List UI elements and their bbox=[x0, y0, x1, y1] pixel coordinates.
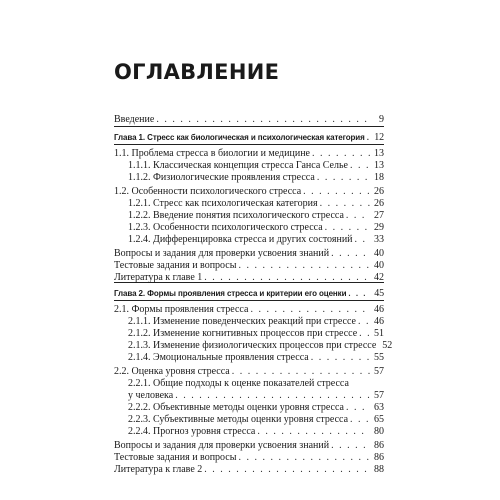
page-title: ОГЛАВЛЕНИЕ bbox=[114, 60, 280, 84]
toc-entry-title: Литература к главе 1 bbox=[114, 272, 203, 283]
toc-entry-page: 65 bbox=[374, 414, 384, 425]
toc-entry-page: 33 bbox=[374, 234, 384, 245]
toc-entry-page: 13 bbox=[374, 148, 384, 159]
toc-entry-page: 57 bbox=[374, 366, 384, 377]
toc-entry-page: 57 bbox=[374, 390, 384, 401]
toc-entry-page: 80 bbox=[374, 426, 384, 437]
toc-entry[interactable] bbox=[114, 113, 384, 126]
toc-entry-title: Глава 2. Формы проявления стресса и критерии его оценки bbox=[114, 289, 347, 298]
toc-entry-title: 2.1.2. Изменение когнитивных процессов при стрессе bbox=[128, 328, 358, 339]
toc-entry-page: 52 bbox=[382, 340, 393, 351]
toc-entry-title: 2.1.4. Эмоциональные проявления стресса bbox=[128, 352, 309, 363]
toc-entry-title: 1.2.3. Особенности психологического стресса bbox=[128, 222, 323, 233]
toc-entry-title: Вопросы и задания для проверки усвоения знаний bbox=[114, 248, 330, 259]
toc-entry[interactable] bbox=[114, 271, 384, 284]
toc-entry-page: 13 bbox=[374, 160, 384, 171]
toc-entry-title: 2.2.1. Общие подходы к оценке показателей стресса bbox=[128, 378, 349, 389]
toc-entry-title: 1.1.2. Физиологические проявления стресса bbox=[128, 172, 315, 183]
toc-entry-page: 27 bbox=[374, 210, 384, 221]
toc-entry-page: 86 bbox=[374, 452, 384, 463]
toc-entry-title: 2.2.4. Прогноз уровня стресса bbox=[128, 426, 256, 437]
toc-entry[interactable] bbox=[114, 463, 384, 476]
dot-leader bbox=[317, 171, 370, 184]
toc-entry-page: 9 bbox=[379, 114, 384, 125]
toc-entry-title: 2.1.1. Изменение поведенческих реакций при стрессе bbox=[128, 316, 356, 327]
toc-entry-title: 2.2.2. Объективные методы оценки уровня стресса bbox=[128, 402, 344, 413]
toc-entry-title: у человека bbox=[128, 390, 174, 401]
toc-entry-page: 46 bbox=[374, 316, 384, 327]
toc-entry-title: 1.2.4. Дифференцировка стресса и других состояний bbox=[128, 234, 353, 245]
toc-entry-page: 45 bbox=[374, 288, 384, 299]
toc-entry-title: Введение bbox=[114, 114, 155, 125]
toc-entry[interactable] bbox=[114, 131, 384, 144]
toc-entry-page: 86 bbox=[374, 440, 384, 451]
toc-entry-title: 1.2.2. Введение понятия психологического стресса bbox=[128, 210, 344, 221]
dot-leader bbox=[257, 425, 370, 438]
toc-entry-page: 26 bbox=[374, 186, 384, 197]
toc-entry-title: 1.2.1. Стресс как психологическая категория bbox=[128, 198, 318, 209]
toc-entry[interactable] bbox=[128, 351, 384, 364]
toc-entry-page: 40 bbox=[374, 260, 384, 271]
toc-entry-page: 18 bbox=[374, 172, 384, 183]
toc-entry-page: 40 bbox=[374, 248, 384, 259]
dot-leader bbox=[355, 233, 370, 246]
toc-entry-page: 63 bbox=[374, 402, 384, 413]
dot-leader bbox=[204, 463, 370, 476]
toc-entry-title: Литература к главе 2 bbox=[114, 464, 203, 475]
toc-entry-page: 26 bbox=[374, 198, 384, 209]
toc-entry-title: 2.1. Формы проявления стресса bbox=[114, 304, 249, 315]
toc-entry-title: 1.1. Проблема стресса в биологии и медицине bbox=[114, 148, 310, 159]
dot-leader bbox=[367, 131, 370, 144]
toc-entry-title: 2.2.3. Субъективные методы оценки уровня стресса bbox=[128, 414, 349, 425]
toc-entry-title: 2.2. Оценка уровня стресса bbox=[114, 366, 230, 377]
toc-entry[interactable] bbox=[128, 171, 384, 184]
dot-leader bbox=[204, 271, 370, 284]
dot-leader bbox=[348, 287, 370, 300]
toc-entry-title: 1.2. Особенности психологического стресса bbox=[114, 186, 302, 197]
dot-leader bbox=[311, 351, 370, 364]
toc-entry-title: Тестовые задания и вопросы bbox=[114, 452, 237, 463]
toc-entry-page: 55 bbox=[374, 352, 384, 363]
toc-entry[interactable] bbox=[128, 425, 384, 438]
toc-entry[interactable] bbox=[114, 287, 384, 300]
toc-entry[interactable] bbox=[128, 233, 384, 246]
toc-entry-title: Вопросы и задания для проверки усвоения знаний bbox=[114, 440, 330, 451]
toc-entry-page: 46 bbox=[374, 304, 384, 315]
toc-entry-page: 12 bbox=[374, 132, 384, 143]
toc-entry-title: 1.1.1. Классическая концепция стресса Ганса Селье bbox=[128, 160, 348, 171]
toc-entry-title: 2.1.3. Изменение физиологических процессов при стрессе bbox=[128, 340, 377, 351]
toc-entry-page: 88 bbox=[374, 464, 384, 475]
toc-entry-title: Глава 1. Стресс как биологическая и психологическая категория bbox=[114, 133, 365, 142]
toc-entry-page: 29 bbox=[374, 222, 384, 233]
toc-entry-title: Тестовые задания и вопросы bbox=[114, 260, 237, 271]
dot-leader bbox=[156, 113, 370, 126]
toc-entry-page: 51 bbox=[374, 328, 384, 339]
toc-entry-page: 42 bbox=[374, 272, 384, 283]
